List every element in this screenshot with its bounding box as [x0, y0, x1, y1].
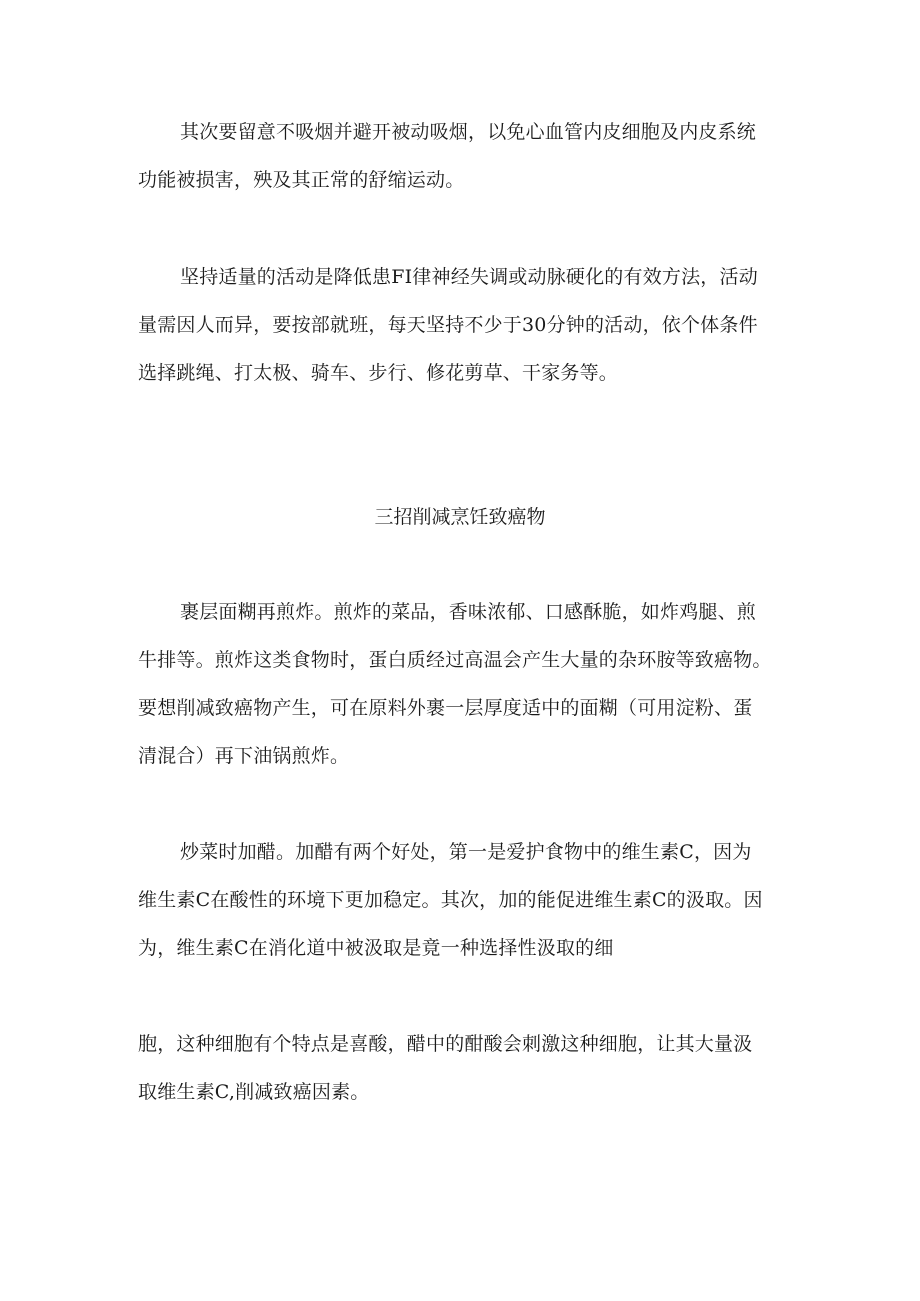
paragraph-line: 其次要留意不吸烟并避开被动吸烟，以免心血管内皮细胞及内皮系统: [180, 121, 757, 143]
paragraph-line: 为，维生素C在消化道中被汲取是竟一种选择性汲取的细: [138, 937, 614, 959]
paragraph-line: 清混合）再下油锅煎炸。: [138, 745, 350, 767]
section-heading: 三招削减烹饪致癌物: [374, 506, 546, 528]
paragraph-line: 牛排等。煎炸这类食物时，蛋白质经过高温会产生大量的杂环胺等致癌物。: [138, 649, 772, 671]
paragraph-line: 裹层面糊再煎炸。煎炸的菜品，香味浓郁、口感酥脆，如炸鸡腿、煎: [180, 601, 757, 623]
paragraph-line: 功能被损害，殃及其正常的舒缩运动。: [138, 169, 465, 191]
paragraph-line: 维生素C在酸性的环境下更加稳定。其次，加的能促进维生素C的汲取。因: [138, 889, 763, 911]
paragraph-line: 要想削减致癌物产生，可在原料外裹一层厚度适中的面糊（可用淀粉、蛋: [138, 697, 753, 719]
paragraph-line: 选择跳绳、打太极、骑车、步行、修花剪草、干家务等。: [138, 362, 619, 384]
paragraph-line: 炒菜时加醋。加醋有两个好处，第一是爱护食物中的维生素C，因为: [180, 841, 752, 863]
paragraph-line: 量需因人而异，要按部就班，每天坚持不少于30分钟的活动，依个体条件: [138, 314, 758, 336]
paragraph-line: 坚持适量的活动是降低患FI律神经失调或动脉硬化的有效方法，活动: [180, 266, 758, 288]
paragraph-line: 胞，这种细胞有个特点是喜酸，醋中的酣酸会刺激这种细胞，让其大量汲: [138, 1033, 753, 1055]
paragraph-line: 取维生素C,削减致癌因素。: [138, 1081, 370, 1103]
